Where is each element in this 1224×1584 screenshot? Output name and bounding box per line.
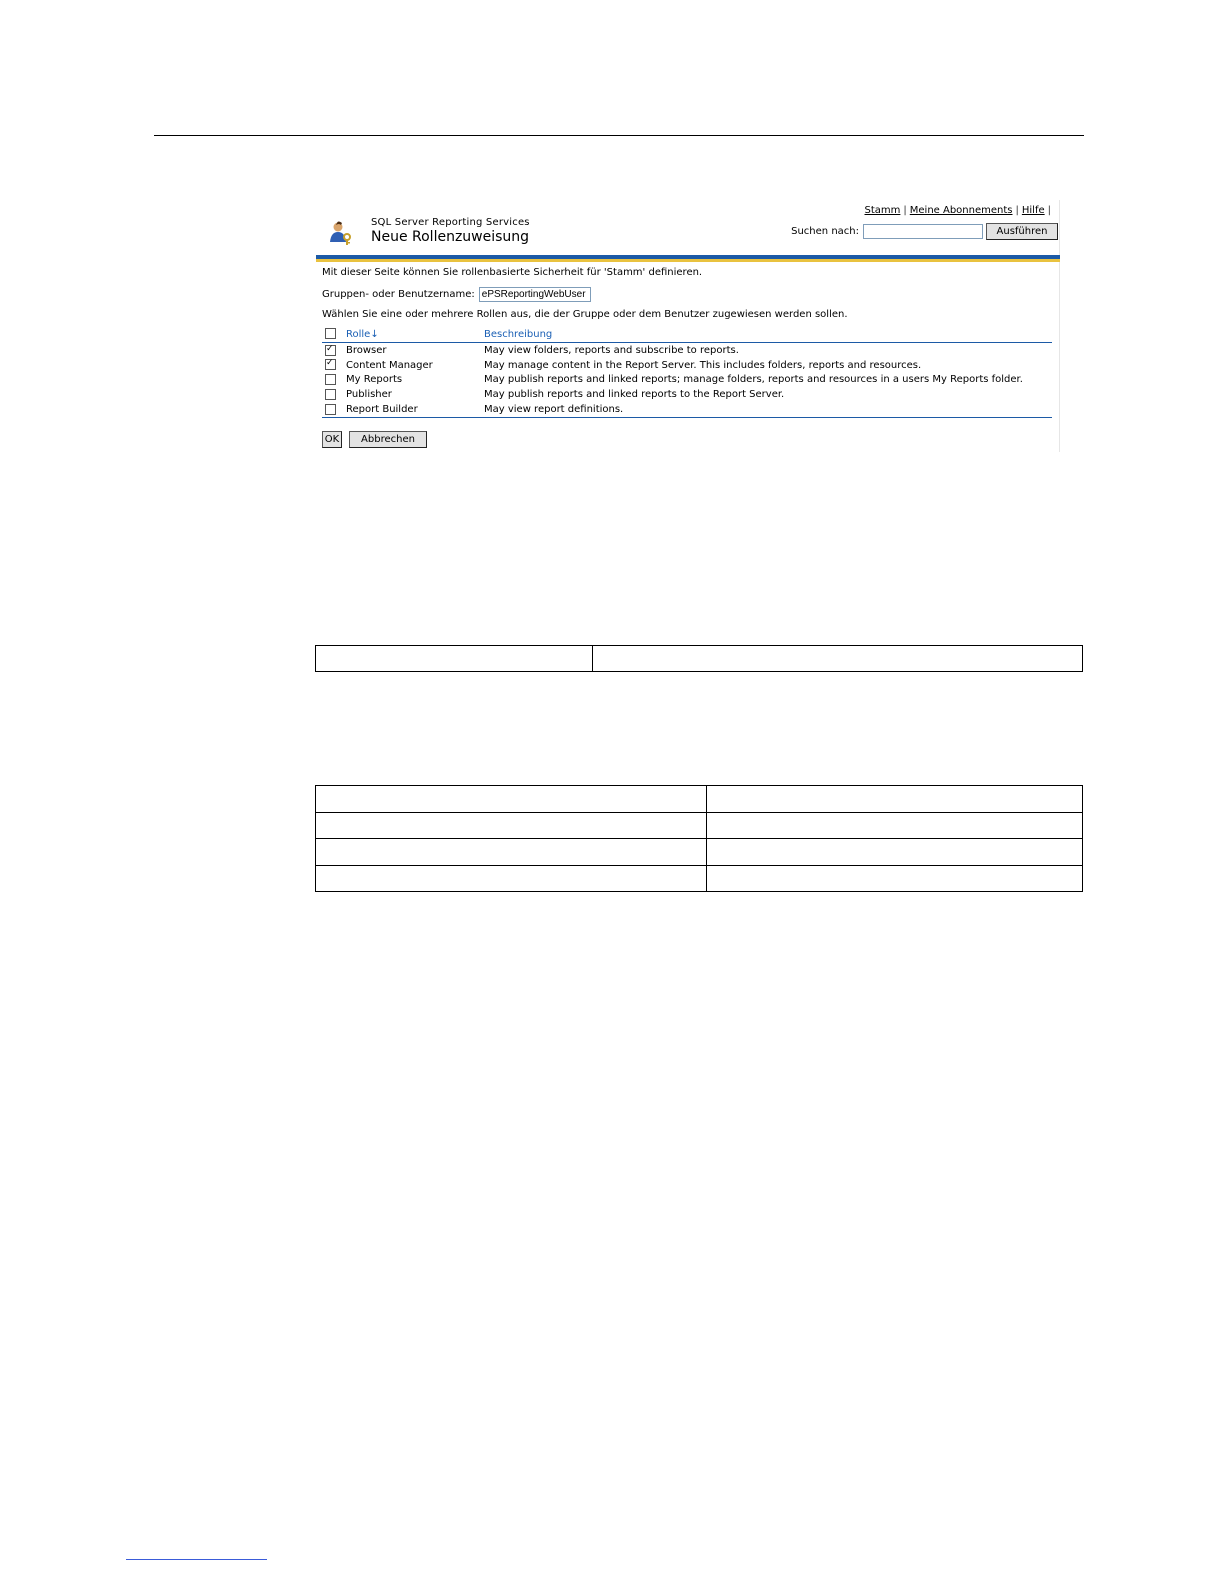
table-row [322, 373, 1052, 388]
role-name: Publisher [346, 389, 392, 401]
table-cell [707, 812, 1083, 839]
table-cell [316, 865, 707, 892]
link-stamm[interactable]: Stamm [864, 205, 901, 216]
table-row [316, 786, 1083, 813]
form-actions [322, 431, 427, 448]
search-bar [791, 223, 1058, 240]
role-description: May manage content in the Report Server. This includes folders, reports and resources. [484, 359, 922, 371]
search-input[interactable] [863, 224, 983, 239]
link-hilfe[interactable]: Hilfe [1021, 205, 1045, 216]
role-name: Content Manager [346, 359, 433, 371]
choose-roles-text: Wählen Sie eine oder mehrere Rollen aus, die der Gruppe oder dem Benutzer zugewiesen werden sollen. [322, 309, 848, 320]
table-cell [707, 865, 1083, 892]
table-cell [707, 839, 1083, 866]
link-separator: | [1047, 205, 1051, 216]
column-header-description[interactable]: Beschreibung [484, 328, 553, 340]
table-cell [316, 812, 707, 839]
role-checkbox-content-manager[interactable] [325, 359, 336, 370]
user-key-icon [328, 220, 354, 246]
select-all-checkbox[interactable] [325, 328, 336, 339]
link-separator: | [903, 205, 907, 216]
reporting-services-screenshot [316, 200, 1060, 452]
table-row [322, 343, 1052, 358]
role-checkbox-browser[interactable] [325, 345, 336, 356]
role-description: May view report definitions. [484, 404, 624, 416]
role-checkbox-my-reports[interactable] [325, 374, 336, 385]
table-row [322, 387, 1052, 402]
role-description: May view folders, reports and subscribe to reports. [484, 344, 739, 356]
role-name: Browser [346, 344, 387, 356]
table-row [316, 839, 1083, 866]
cancel-button[interactable]: Abbrechen [349, 431, 427, 448]
role-checkbox-report-builder[interactable] [325, 404, 336, 415]
page-header-rule [154, 135, 1084, 136]
link-separator: | [1015, 205, 1019, 216]
table-cell [316, 786, 707, 813]
table-cell [316, 839, 707, 866]
group-name-input[interactable] [479, 287, 591, 302]
role-description: May publish reports and linked reports; manage folders, reports and resources in a users My Reports folder. [484, 374, 1023, 386]
link-meine-abonnements[interactable]: Meine Abonnements [909, 205, 1013, 216]
group-field-row [322, 287, 591, 302]
document-table-2 [315, 785, 1083, 892]
document-table-1 [315, 645, 1083, 672]
table-cell [593, 646, 1083, 672]
table-cell [316, 646, 593, 672]
header-band-gold [316, 259, 1060, 262]
search-button[interactable]: Ausführen [986, 223, 1058, 240]
footnote-rule [126, 1559, 267, 1560]
role-description: May publish reports and linked reports to the Report Server. [484, 389, 785, 401]
table-row [316, 865, 1083, 892]
top-links [865, 205, 1055, 216]
role-name: My Reports [346, 374, 403, 386]
search-label: Suchen nach: [791, 226, 859, 237]
table-row [316, 812, 1083, 839]
role-name: Report Builder [346, 404, 418, 416]
role-checkbox-publisher[interactable] [325, 389, 336, 400]
table-row [316, 646, 1083, 672]
intro-text: Mit dieser Seite können Sie rollenbasierte Sicherheit für 'Stamm' definieren. [322, 267, 703, 278]
ok-button[interactable]: OK [322, 431, 342, 448]
table-cell [707, 786, 1083, 813]
column-header-role[interactable]: Rolle↓ [346, 328, 379, 340]
app-title: SQL Server Reporting Services [371, 217, 530, 228]
group-label: Gruppen- oder Benutzername: [322, 289, 475, 300]
table-row [322, 402, 1052, 417]
table-bottom-rule [322, 417, 1052, 422]
page-title: Neue Rollenzuweisung [371, 229, 530, 245]
roles-table [322, 327, 1052, 422]
screenshot-edge [1059, 200, 1060, 452]
table-row [322, 358, 1052, 373]
